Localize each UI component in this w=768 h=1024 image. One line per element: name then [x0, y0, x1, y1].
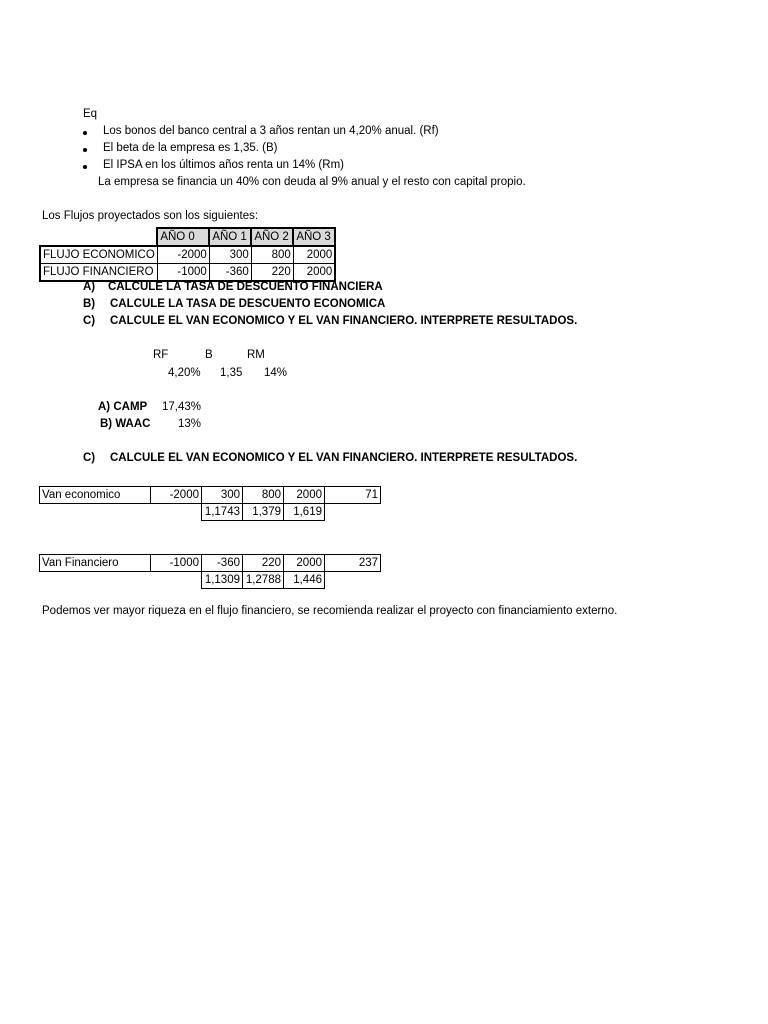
bullet-text-beta: El beta de la empresa es 1,35. (B)	[103, 142, 278, 154]
table-cell: 2000	[293, 246, 335, 264]
header-ano-1: AÑO 1	[209, 228, 251, 246]
table-cell: 220	[243, 555, 284, 572]
table-row	[40, 555, 381, 572]
financing-text: La empresa se financia un 40% con deuda al 9% anual y el resto con capital propio.	[98, 176, 526, 188]
param-value-rm: 14%	[264, 367, 288, 379]
question-c-letter: C)	[83, 315, 96, 327]
question-c-repeat-text: CALCULE EL VAN ECONOMICO Y EL VAN FINANCIERO. INTERPRETE RESULTADOS.	[110, 452, 578, 464]
table-cell: 1,2788	[243, 572, 284, 589]
table-cell: 1,1743	[202, 504, 243, 521]
camp-label: A) CAMP	[98, 401, 148, 413]
row-label: Van economico	[40, 487, 151, 504]
van-financiero-table	[39, 554, 381, 589]
row-label: FLUJO ECONOMICO	[40, 246, 157, 264]
question-a-letter: A)	[83, 281, 96, 293]
table-cell: -2000	[151, 487, 202, 504]
bullet-text-rm: El IPSA en los últimos años renta un 14% (Rm)	[103, 159, 344, 171]
question-a-text: CALCULE LA TASA DE DESCUENTO FINANCIERA	[108, 281, 383, 293]
table-cell: 1,1309	[202, 572, 243, 589]
flows-heading: Los Flujos proyectados son los siguientes:	[42, 210, 259, 222]
table-cell: -1000	[151, 555, 202, 572]
table-cell: 1,446	[284, 572, 325, 589]
table-cell: 220	[251, 264, 293, 282]
table-row	[40, 487, 381, 504]
bullet-icon	[83, 148, 87, 152]
question-b-letter: B)	[83, 298, 96, 310]
table-cell: 800	[243, 487, 284, 504]
table-cell: -360	[209, 264, 251, 282]
table-cell: 300	[209, 246, 251, 264]
header-ano-3: AÑO 3	[293, 228, 335, 246]
param-label-rf: RF	[153, 349, 169, 361]
row-label: Van Financiero	[40, 555, 151, 572]
question-c-text: CALCULE EL VAN ECONOMICO Y EL VAN FINANCIERO. INTERPRETE RESULTADOS.	[110, 315, 578, 327]
waac-value: 13%	[178, 418, 202, 430]
flows-table	[39, 227, 336, 282]
param-value-b: 1,35	[220, 367, 243, 379]
table-row	[40, 572, 381, 589]
table-cell: -2000	[157, 246, 209, 264]
table-row	[40, 246, 335, 264]
table-cell: -1000	[157, 264, 209, 282]
table-cell: 1,619	[284, 504, 325, 521]
param-label-b: B	[205, 349, 213, 361]
table-cell: 2000	[284, 555, 325, 572]
table-cell: 800	[251, 246, 293, 264]
van-result: 237	[325, 555, 381, 572]
waac-label: B) WAAC	[100, 418, 151, 430]
header-ano-2: AÑO 2	[251, 228, 293, 246]
question-b-text: CALCULE LA TASA DE DESCUENTO ECONOMICA	[110, 298, 386, 310]
param-label-rm: RM	[247, 349, 265, 361]
table-row	[40, 264, 335, 282]
table-cell: -360	[202, 555, 243, 572]
question-c-repeat-letter: C)	[83, 452, 96, 464]
header-ano-0: AÑO 0	[157, 228, 209, 246]
table-cell: 300	[202, 487, 243, 504]
conclusion-text: Podemos ver mayor riqueza en el flujo financiero, se recomienda realizar el proyecto con financiamiento externo.	[42, 605, 618, 617]
van-economico-table	[39, 486, 381, 521]
bullet-text-rf: Los bonos del banco central a 3 años rentan un 4,20% anual. (Rf)	[103, 125, 439, 137]
table-row	[40, 504, 381, 521]
row-label: FLUJO FINANCIERO	[40, 264, 157, 282]
table-cell: 2000	[284, 487, 325, 504]
table-cell: 1,379	[243, 504, 284, 521]
table-cell: 2000	[293, 264, 335, 282]
table-header-row	[40, 228, 335, 246]
van-result: 71	[325, 487, 381, 504]
bullet-icon	[83, 165, 87, 169]
param-value-rf: 4,20%	[168, 367, 201, 379]
eq-label: Eq	[83, 108, 98, 120]
camp-value: 17,43%	[162, 401, 202, 413]
bullet-icon	[83, 131, 87, 135]
